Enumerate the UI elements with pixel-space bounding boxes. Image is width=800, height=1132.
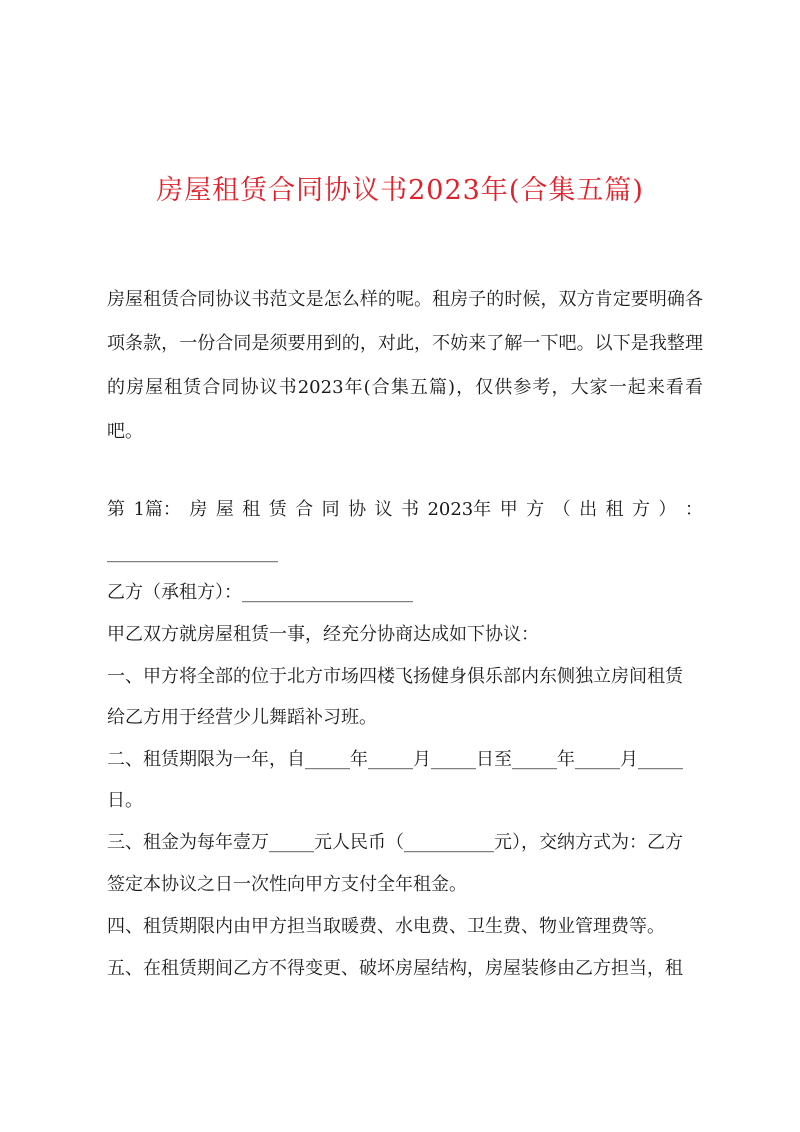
intro-paragraph: 房屋租赁合同协议书范文是怎么样的呢。租房子的时候，双方肯定要明确各项条款，一份合同是须要用到的，对此，不妨来了解一下吧。以下是我整理的房屋租赁合同协议书2023年(合集五篇)，仅供参考，大家一起来看看吧。 [107,289,703,442]
clause-4: 四、租赁期限内由甲方担当取暖费、水电费、卫生费、物业管理费等。 [107,916,665,937]
clause-5-line-1: 五、在租赁期间乙方不得变更、破坏房屋结构，房屋装修由乙方担当，租 [107,958,683,979]
clause-3-line-1: 三、租金为每年壹万_____元人民币（__________元），交纳方式为：乙方 [107,832,683,853]
clause-3-line-2: 签定本协议之日一次性向甲方支付全年租金。 [107,874,467,895]
heading-char: ： [684,499,703,520]
heading-char: 方 [526,499,545,520]
document-title: 房屋租赁合同协议书2023年(合集五篇) [156,175,644,206]
heading-char: 合 [295,499,314,520]
heading-char: 房 [189,499,208,520]
heading-char: 赁 [268,499,287,520]
heading-char: 租 [605,499,624,520]
heading-char: 方 [631,499,650,520]
heading-char: 甲 [499,499,518,520]
lessee-line: 乙方（承租方）：___________________ [107,582,413,603]
chapter-heading [107,495,703,525]
heading-char: 第 [107,499,125,520]
heading-char: 租 [242,499,261,520]
clause-2-line-1: 二、租赁期限为一年，自_____年_____月_____日至_____年_____月_____ [107,749,683,770]
heading-char: （ [552,499,571,520]
heading-char: 2023年 [427,499,492,520]
heading-char: ） [658,499,677,520]
heading-char: 同 [321,499,340,520]
lessor-blank: ___________________ [107,542,278,563]
heading-char: 议 [374,499,393,520]
heading-char: 1篇： [133,499,181,520]
clause-2-line-2: 日。 [107,790,143,811]
heading-char: 书 [400,499,419,520]
heading-char: 屋 [215,499,234,520]
clause-1-line-2: 给乙方用于经营少儿舞蹈补习班。 [107,707,377,728]
heading-char: 出 [579,499,598,520]
agreement-intro: 甲乙双方就房屋租赁一事，经充分协商达成如下协议： [107,624,539,645]
heading-char: 协 [348,499,367,520]
clause-1-line-1: 一、甲方将全部的位于北方市场四楼飞扬健身俱乐部内东侧独立房间租赁 [107,666,683,687]
